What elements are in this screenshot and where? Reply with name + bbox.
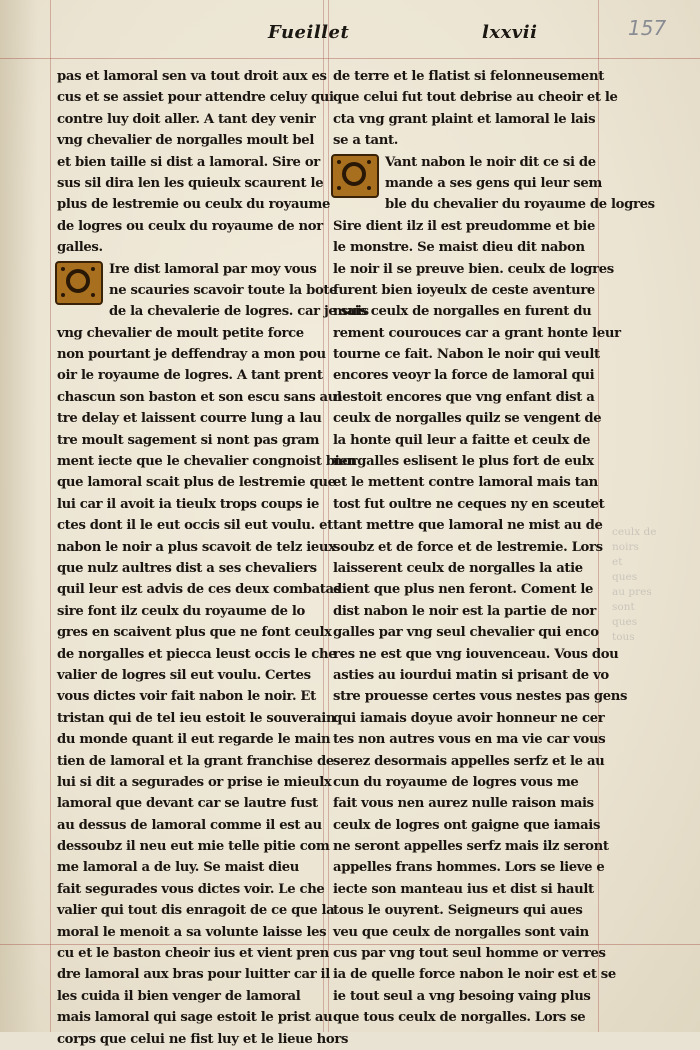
text-line: norgalles eslisent le plus fort de eulx [333,454,594,470]
text-line: de logres ou ceulx du royaume de nor [57,218,323,234]
text-line: que lamoral scait plus de lestremie que [57,475,336,491]
running-title: Fueillet [268,22,350,43]
text-line: ceulx de norgalles quilz se vengent de [333,411,602,427]
text-line: et le mettent contre lamoral mais tan [333,475,598,491]
text-line: mais ceulx de norgalles en furent du [333,304,592,320]
top-rule [0,58,700,59]
text-line: furent bien ioyeulx de ceste aventure [333,282,595,298]
text-line: tost fut oultre ne ceques ny en sceutet [333,496,605,512]
text-line: oir le royaume de logres. A tant prent [57,368,323,384]
text-line: Sire dient ilz il est preudomme et bie [333,218,596,234]
show-through-line: ques [612,571,638,583]
text-line: de terre et le flatist si felonneusement [333,69,604,84]
text-line: cta vng grant plaint et lamoral le lais [333,111,596,127]
text-line: tourne ce fait. Nabon le noir qui veult [333,347,600,363]
text-line: qui iamais doyue avoir honneur ne cer [333,710,605,726]
text-line: tre moult sagement si nont pas gram [57,432,320,448]
show-through-text [612,525,692,645]
show-through-line: et [612,556,623,568]
text-line: ie tout seul a vng besoing vaing plus [333,988,591,1004]
show-through-line: au pres [612,586,652,598]
text-line: lamoral que devant car se lautre fust [57,796,318,812]
text-line: ne seront appelles serfz mais ilz seront [333,839,609,855]
text-line: dre lamoral aux bras pour luitter car il [57,967,330,983]
illuminated-initial [55,261,103,305]
text-line: le monstre. Se maist dieu dit nabon [333,240,585,256]
right-rule [598,0,599,1032]
text-line: fait segurades vous dictes voir. Le che [57,881,325,897]
text-line: valier de logres sil eut voulu. Certes [57,667,311,683]
text-line: plus de lestremie ou ceulx du royaume [57,197,331,213]
text-line: Ire dist lamoral par moy vous [109,261,317,277]
text-line: ctes dont il le eut occis sil eut voulu. et [57,518,333,534]
text-line: Vant nabon le noir dit ce si de [385,154,596,170]
text-line: ble du chevalier du royaume de logres [385,197,655,213]
text-line: lui car il avoit ia tieulx trops coups ie [57,496,320,512]
center-rule-b [328,0,329,1032]
gutter-shadow [0,0,38,1032]
text-line: ceulx de logres ont gaigne que iamais [333,817,601,833]
text-line: que tous ceulx de norgalles. Lors se [333,1010,586,1026]
text-line: et bien taille si dist a lamoral. Sire or [57,154,320,170]
text-line: sire font ilz ceulx du royaume de lo [57,603,305,619]
text-line: du monde quant il eut regarde le main [57,732,331,748]
text-line: fait vous nen aurez nulle raison mais [333,796,594,812]
text-line: galles par vng seul chevalier qui enco [333,625,599,641]
text-line: que nulz aultres dist a ses chevaliers [57,560,317,576]
text-line: gres en scaivent plus que ne font ceulx [57,625,332,641]
text-line: ne scauries scavoir toute la bote [109,282,338,298]
text-line: mais lamoral qui sage estoit le prist au [57,1010,333,1026]
text-line: la honte quil leur a faitte et ceulx de [333,432,591,448]
text-line: de norgalles et piecca leust occis le che [57,646,337,662]
text-line: laisserent ceulx de norgalles la atie [333,560,583,576]
text-line: iecte son manteau ius et dist si hault [333,881,594,897]
text-line: cus et se assiet pour attendre celuy qui [57,90,334,106]
text-line: mande a ses gens qui leur sem [385,175,603,191]
text-line: les cuida il bien venger de lamoral [57,988,301,1004]
text-line: dient que plus nen feront. Coment le [333,582,594,598]
text-line: asties au iourdui matin si prisant de vo [333,667,609,683]
show-through-line: ques [612,616,638,628]
text-line: tant mettre que lamoral ne mist au de [333,518,603,534]
text-line: pas et lamoral sen va tout droit aux es [57,69,327,84]
text-line: sus sil dira len les quieulx scaurent le [57,175,324,191]
text-line: me lamoral a de luy. Se maist dieu [57,860,300,876]
text-line: tes non autres vous en ma vie car vous [333,732,606,748]
text-line: res ne est que vng iouvenceau. Vous dou [333,646,619,662]
text-line: vous dictes voir fait nabon le noir. Et [57,689,316,705]
text-line: nestoit encores que vng enfant dist a [333,389,595,405]
text-line: se a tant. [333,133,398,149]
folio-pencil-number: 157 [628,16,667,40]
text-line: tien de lamoral et la grant franchise de [57,753,334,769]
text-line: vng chevalier de norgalles moult bel [57,133,315,149]
text-line: soubz et de force et de lestremie. Lors [333,539,603,555]
text-line: au dessus de lamoral comme il est au [57,817,322,833]
text-line: tre delay et laissent courre lung a lau [57,411,322,427]
text-line: ia de quelle force nabon le noir est et se [333,967,616,983]
show-through-line: noirs [612,541,639,553]
text-line: non pourtant je deffendray a mon pou [57,347,326,363]
left-rule [50,0,51,1032]
illuminated-initial [331,154,379,198]
text-line: cun du royaume de logres vous me [333,774,579,790]
text-line: nabon le noir a plus scavoit de telz ieux [57,539,336,555]
text-line: dessoubz il neu eut mie telle pitie com [57,839,330,855]
text-line: corps que celui ne fist luy et le lieue hors [57,1031,349,1047]
text-line: appelles frans hommes. Lors se lieve e [333,860,605,876]
text-line: galles. [57,240,103,256]
text-line: quil leur est advis de ces deux combatas [57,582,341,598]
text-line: lui si dit a segurades or prise ie mieulx [57,774,332,790]
text-line: valier qui tout dis enragoit de ce que la [57,903,335,919]
text-line: moral le menoit a sa volunte laisse les [57,924,327,940]
text-line: ment iecte que le chevalier congnoist bien [57,454,357,470]
text-line: chascun son baston et son escu sans aul [57,389,342,405]
text-line: de la chevalerie de logres. car je suis [109,304,369,320]
text-line: serez desormais appelles serfz et le au [333,753,605,769]
text-line: rement courouces car a grant honte leur [333,325,621,341]
text-line: cus par vng tout seul homme or verres [333,946,606,962]
leaf-number: lxxvii [482,22,538,43]
text-line: vng chevalier de moult petite force [57,325,304,341]
text-line: stre prouesse certes vous nestes pas gens [333,689,628,705]
text-line: tous le ouyrent. Seigneurs qui aues [333,903,583,919]
text-line: tristan qui de tel ieu estoit le souverain [57,710,336,726]
text-line: le noir il se preuve bien. ceulx de logres [333,261,614,277]
text-line: que celui fut tout debrise au cheoir et le [333,90,618,106]
text-line: veu que ceulx de norgalles sont vain [333,924,589,940]
text-line: cu et le baston cheoir ius et vient pren [57,946,330,962]
center-rule-a [323,0,324,1032]
show-through-line: ceulx de [612,526,657,538]
show-through-line: sont [612,601,635,613]
text-line: encores veoyr la force de lamoral qui [333,368,595,384]
show-through-line: tous [612,631,635,643]
text-line: dist nabon le noir est la partie de nor [333,603,596,619]
text-line: contre luy doit aller. A tant dey venir [57,111,316,127]
